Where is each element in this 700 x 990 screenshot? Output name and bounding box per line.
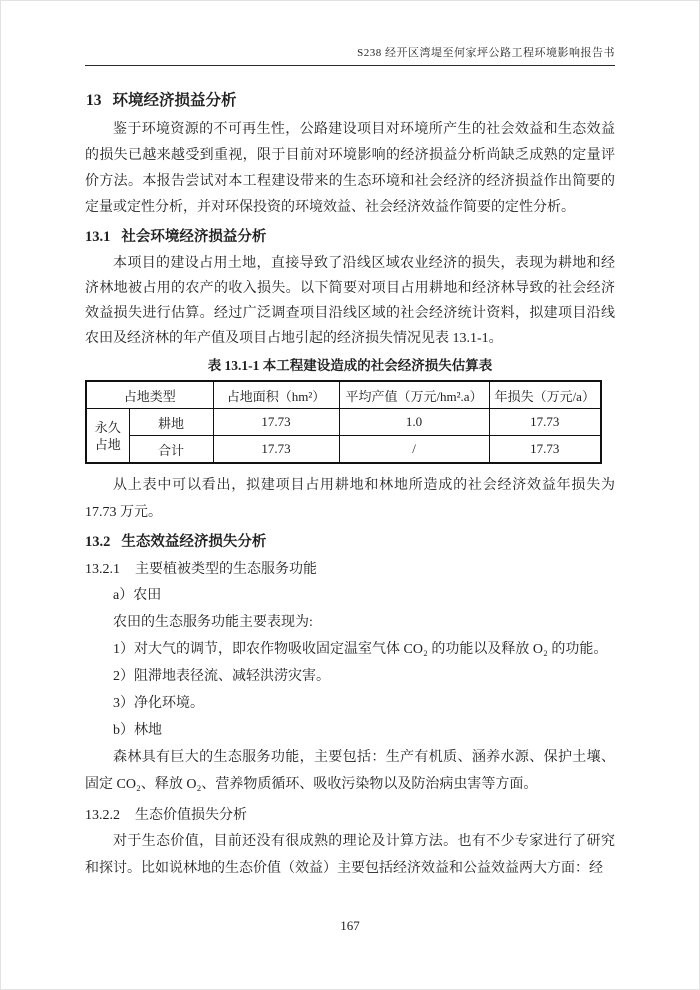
chapter-title: 环境经济损益分析 xyxy=(112,92,237,109)
farmland-point-3: 3）净化环境。 xyxy=(113,696,204,711)
table-row xyxy=(86,436,601,464)
section-13-2-2-number: 13.2.2 xyxy=(85,808,120,823)
section-13-2-heading xyxy=(85,532,615,552)
table-row xyxy=(86,409,601,436)
cell-area: 17.73 xyxy=(213,436,339,464)
doc-header-title: S238 经开区湾堤至何家坪公路工程环境影响报告书 xyxy=(357,47,615,59)
cell-area: 17.73 xyxy=(213,409,339,436)
page-header xyxy=(85,44,615,66)
farmland-point-2: 2）阻滞地表径流、减轻洪涝灾害。 xyxy=(113,669,330,684)
farmland-intro-line: 农田的生态服务功能主要表现为: xyxy=(113,615,313,630)
section-13-1-title: 社会环境经济损益分析 xyxy=(121,229,267,245)
list-item-b-forest: b）林地 xyxy=(113,723,162,738)
col-header-area: 占地面积（hm²） xyxy=(213,381,339,409)
cell-output: / xyxy=(339,436,489,464)
page-number: 167 xyxy=(340,918,360,933)
col-header-land-type: 占地类型 xyxy=(86,381,213,409)
section-13-2-2-heading xyxy=(85,806,615,826)
ecological-value-paragraph: 对于生态价值，目前还没有很成熟的理论及计算方法。也有不少专家进行了研究和探讨。比如说林地的生态价值（效益）主要包括经济效益和公益效益两大方面：经 xyxy=(85,834,615,876)
col-header-annual-loss: 年损失（万元/a） xyxy=(489,381,601,409)
farmland-point-1: 1）对大气的调节，即农作物吸收固定温室气体 CO₂ 的功能以及释放 O₂ 的功能。 xyxy=(113,642,608,657)
chapter-intro-paragraph: 鉴于环境资源的不可再生性，公路建设项目对环境所产生的社会效益和生态效益的损失已越来越受到重视，限于目前对环境影响的经济损益分析尚缺乏成熟的定量评价方法。本报告尝试对本工程建设带来的生态环境和社会经济的经济损益作出简要的定量或定性分析，并对环保投资的环境效益、社会经济效益作简要的定性分析。 xyxy=(85,122,615,215)
section-13-1-heading xyxy=(85,227,615,247)
section-13-2-title: 生态效益经济损失分析 xyxy=(121,534,267,550)
social-economic-loss-table xyxy=(85,380,602,464)
section-13-2-1-title: 主要植被类型的生态服务功能 xyxy=(135,562,317,577)
list-item-a-farmland: a）农田 xyxy=(113,588,162,603)
cell-loss: 17.73 xyxy=(489,436,601,464)
chapter-heading xyxy=(86,90,615,111)
forest-paragraph: 森林具有巨大的生态服务功能，主要包括：生产有机质、涵养水源、保护土壤、固定 CO₂、释放 O₂、营养物质循环、吸收污染物以及防治病虫害等方面。 xyxy=(85,750,615,792)
chapter-number: 13 xyxy=(86,92,102,109)
table-conclusion-paragraph: 从上表中可以看出，拟建项目占用耕地和林地所造成的社会经济效益年损失为 17.73 万元。 xyxy=(85,478,615,520)
section-13-1-paragraph: 本项目的建设占用土地，直接导致了沿线区域农业经济的损失，表现为耕地和经济林地被占用的农产的收入损失。以下简要对项目占用耕地和经济林导致的社会经济效益损失进行估算。经过广泛调查项目沿线区域的社会经济统计资料，拟建项目沿线农田及经济林的年产值及项目占地引起的经济损失情况见表 13.1-1。 xyxy=(85,256,615,346)
cell-output: 1.0 xyxy=(339,409,489,436)
row-group-permanent-occupation: 永久占地 xyxy=(86,409,129,464)
page-content xyxy=(85,0,615,882)
table-caption: 表 13.1-1 本工程建设造成的社会经济损失估算表 xyxy=(207,358,493,373)
cell-type: 合计 xyxy=(129,436,213,464)
section-13-2-number: 13.2 xyxy=(85,534,111,550)
section-13-2-1-heading xyxy=(85,560,615,580)
section-13-1-number: 13.1 xyxy=(85,229,111,245)
section-13-2-2-title: 生态价值损失分析 xyxy=(135,808,247,823)
section-13-2-1-number: 13.2.1 xyxy=(85,562,120,577)
table-header-row xyxy=(86,381,601,409)
cell-loss: 17.73 xyxy=(489,409,601,436)
col-header-avg-output: 平均产值（万元/hm².a） xyxy=(339,381,489,409)
cell-type: 耕地 xyxy=(129,409,213,436)
